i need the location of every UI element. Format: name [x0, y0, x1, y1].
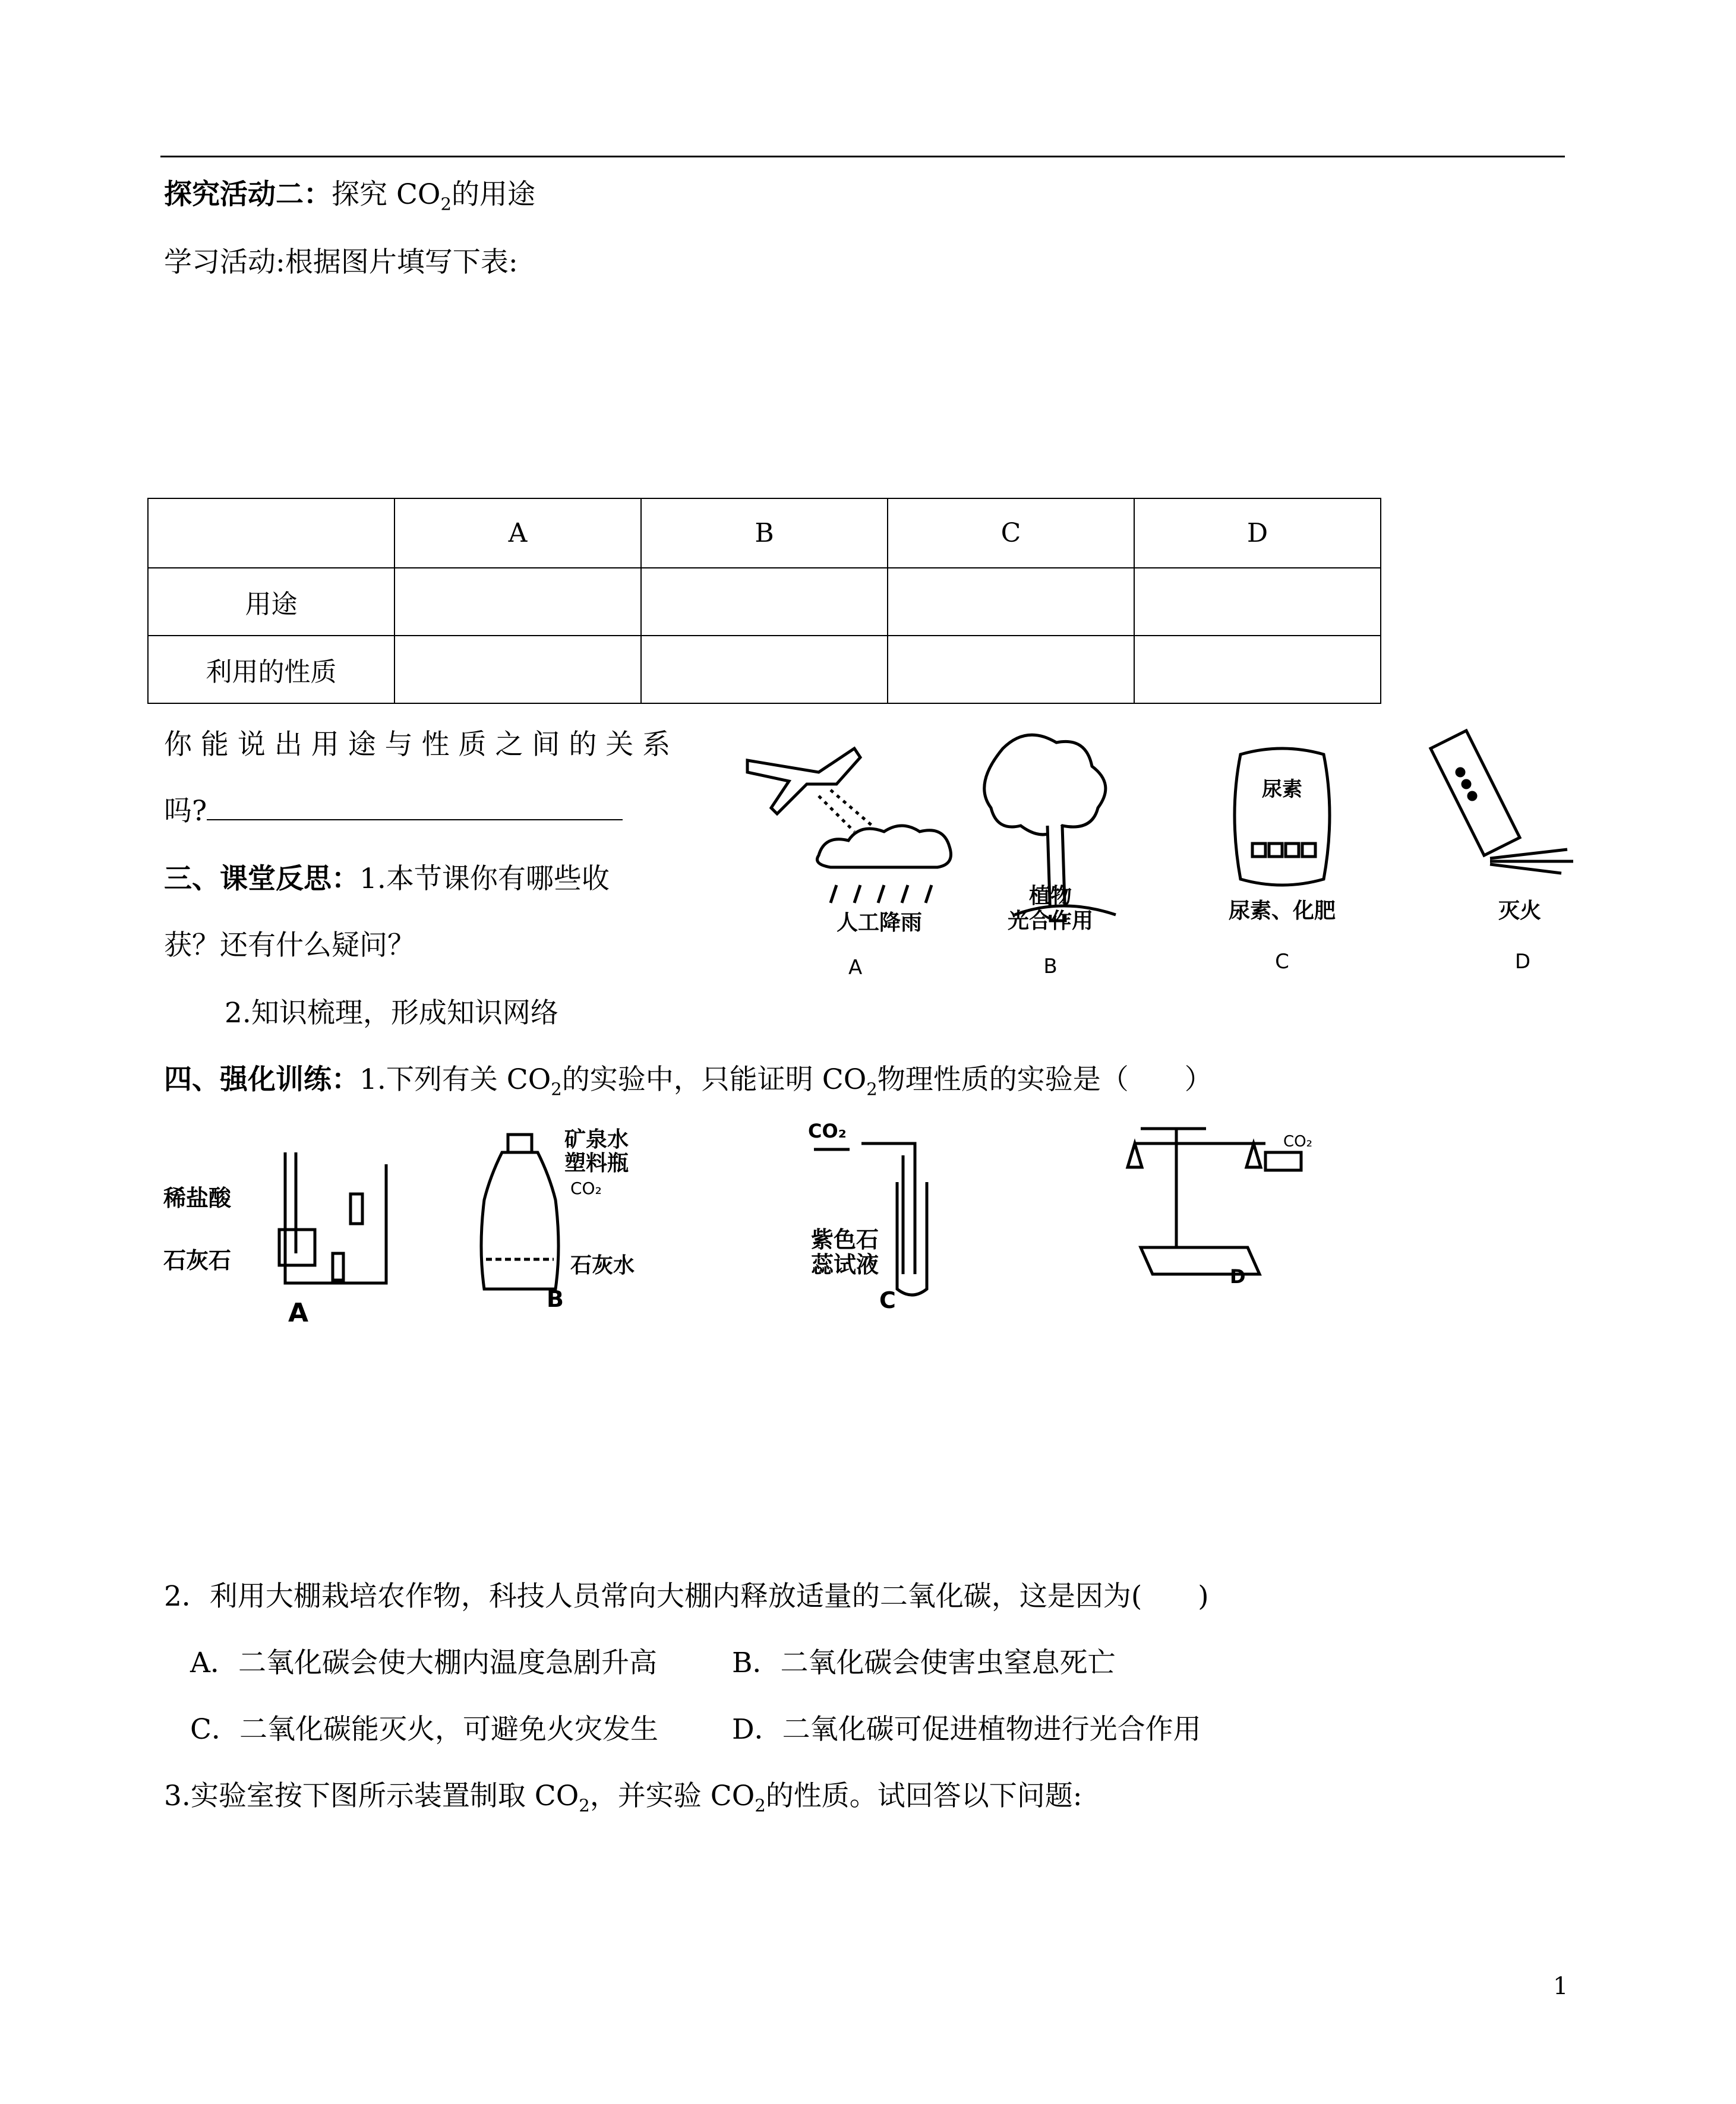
uses-caption-b2: 光合作用: [1007, 909, 1094, 933]
apparatus-b-label-2: 塑料瓶: [564, 1151, 629, 1176]
balance-d: [1128, 1129, 1301, 1274]
page-number: 1: [1553, 1973, 1568, 2000]
answer-cell[interactable]: [1134, 568, 1381, 636]
answer-cell[interactable]: [1134, 636, 1381, 703]
fire-extinguisher-icon: [1431, 731, 1573, 873]
apparatus-b-label-4: 石灰水: [570, 1253, 635, 1278]
header-rule: [160, 156, 1565, 157]
question-3-stem: 3.实验室按下图所示装置制取 $CO_2$，并实验 $CO_2$的性质。试回答以下问题:: [164, 1780, 1082, 1816]
row-label: 用途: [148, 568, 394, 636]
apparatus-illustration: [160, 1117, 1349, 1337]
uses-caption-d: 灭火: [1498, 899, 1542, 923]
uses-caption-c: 尿素、化肥: [1228, 899, 1336, 923]
uses-letter-d: D: [1514, 950, 1531, 974]
table-header-cell: D: [1134, 498, 1381, 568]
section-4-question-1: 四、强化训练：1.下列有关 $CO_2$的实验中，只能证明 $CO_2$物理性质的实验是（ ）: [164, 1063, 1213, 1100]
question-2-option-b[interactable]: B．二氧化碳会使害虫窒息死亡: [732, 1647, 1116, 1679]
bag-label: 尿素: [1262, 778, 1302, 801]
uses-table: [147, 498, 1381, 704]
activity-instruction: 学习活动:根据图片填写下表:: [164, 246, 518, 279]
apparatus-d-label: CO₂: [1283, 1133, 1313, 1151]
apparatus-letter-c: C: [879, 1287, 896, 1313]
answer-blank[interactable]: [207, 795, 623, 820]
section-3-item2: 2.知识梳理，形成知识网络: [225, 997, 558, 1029]
apparatus-letter-a: A: [288, 1298, 309, 1328]
relation-question-line2: 吗?: [164, 795, 623, 828]
question-2-option-d[interactable]: D．二氧化碳可促进植物进行光合作用: [732, 1713, 1201, 1746]
rain-cloud-icon: [818, 826, 951, 903]
uses-caption-b1: 植物: [1028, 884, 1072, 908]
answer-cell[interactable]: [888, 636, 1134, 703]
table-header-cell: B: [641, 498, 888, 568]
uses-letter-c: C: [1275, 950, 1289, 974]
answer-cell[interactable]: [888, 568, 1134, 636]
apparatus-a-label-2: 石灰石: [163, 1247, 232, 1274]
apparatus-a-label-1: 稀盐酸: [163, 1185, 232, 1211]
answer-cell[interactable]: [394, 568, 641, 636]
relation-question-line1: 你 能 说 出 用 途 与 性 质 之 间 的 关 系: [164, 728, 671, 761]
table-header-cell: A: [394, 498, 641, 568]
uses-caption-a: 人工降雨: [837, 911, 923, 935]
uses-letter-a: A: [848, 956, 863, 980]
beaker-apparatus-a: [279, 1152, 386, 1283]
apparatus-letter-b: B: [547, 1286, 564, 1312]
apparatus-letter-d: D: [1230, 1265, 1246, 1288]
plastic-bottle-b: [481, 1135, 558, 1289]
apparatus-b-label-1: 矿泉水: [564, 1127, 629, 1152]
table-header-row: [148, 498, 1381, 568]
apparatus-c-label-2: 紫色石: [811, 1227, 879, 1253]
table-row: [148, 636, 1381, 703]
table-row: [148, 568, 1381, 636]
airplane-icon: [747, 748, 872, 832]
answer-cell[interactable]: [641, 636, 888, 703]
table-header-cell: C: [888, 498, 1134, 568]
question-2-option-c[interactable]: C．二氧化碳能灭火，可避免火灾发生: [190, 1713, 658, 1746]
section-3-heading: 三、课堂反思：1.本节课你有哪些收: [164, 863, 610, 895]
table-cell: [148, 498, 394, 568]
apparatus-c-label-3: 蕊试液: [811, 1252, 879, 1278]
answer-cell[interactable]: [394, 636, 641, 703]
fertilizer-bag-icon: [1235, 748, 1330, 885]
answer-cell[interactable]: [641, 568, 888, 636]
apparatus-c-label-1: CO₂: [808, 1120, 847, 1142]
co2-uses-illustration: [718, 713, 1605, 986]
uses-letter-b: B: [1043, 955, 1058, 978]
question-2-stem: 2．利用大棚栽培农作物，科技人员常向大棚内释放适量的二氧化碳，这是因为( ): [164, 1580, 1209, 1613]
apparatus-b-label-3: CO₂: [570, 1179, 602, 1198]
row-label: 利用的性质: [148, 636, 394, 703]
question-2-option-a[interactable]: A．二氧化碳会使大棚内温度急剧升高: [190, 1647, 657, 1679]
section-2-heading: 探究活动二：探究 $CO_2$的用途: [164, 178, 535, 214]
section-3-line2: 获？还有什么疑问？: [164, 929, 415, 962]
